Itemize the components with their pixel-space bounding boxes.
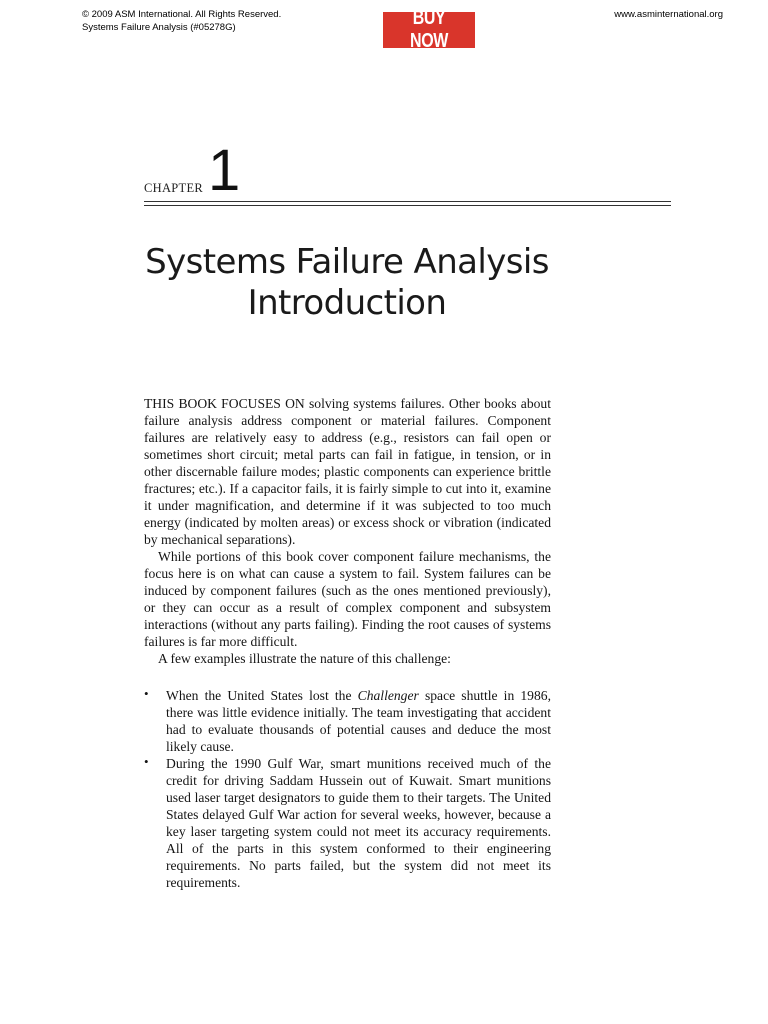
- body-text: [144, 395, 551, 891]
- paragraph-1-rest: solving systems failures. Other books about failure analysis address component or material failures. Component failures are relatively easy to address (e.g., resistors can fail open or sometimes short circuit; metal parts can fail in fatigue, in tension, or in other discernable failure modes; plastic components can experience brittle fractures; etc.). If a capacitor fails, it is fairly simple to cut into it, examine it under magnification, and determine if it was subjected to too much energy (indicated by molten areas) or excess shock or vibration (indicated by mechanical separations).: [144, 396, 552, 547]
- examples-list: [144, 687, 551, 891]
- chapter-rule-thin: [144, 205, 671, 206]
- buy-now-button[interactable]: [383, 7, 475, 52]
- bullet-1-emphasis: Challenger: [357, 688, 419, 703]
- list-item: [144, 687, 551, 755]
- chapter-title-line-2: Introduction: [247, 283, 447, 323]
- paragraph-2: While portions of this book cover component failure mechanisms, the focus here is on what can cause a system to fail. System failures can be induced by component failures (such as the ones mentioned previously), or they can occur as a result of complex component and subsystem interactions (without any parts failing). Finding the root causes of systems failures is far more difficult.: [144, 549, 551, 649]
- copyright-notice: © 2009 ASM International. All Rights Reserved.: [82, 9, 282, 20]
- paragraph-3: A few examples illustrate the nature of this challenge:: [158, 651, 451, 666]
- bullet-1-text-end: space shuttle in 1986, there was little evidence initially. The team investigating that accident had to evaluate thousands of potential causes and deduce the most likely cause.: [166, 688, 551, 754]
- chapter-number: 1: [208, 138, 241, 203]
- chapter-label: CHAPTER: [144, 181, 204, 195]
- paragraph-1: [144, 395, 551, 548]
- page-header-left: [82, 9, 281, 34]
- bullet-icon: •: [144, 686, 149, 701]
- list-item: [144, 755, 551, 891]
- buy-now-label: BUY NOW: [410, 7, 448, 52]
- bullet-2-text: During the 1990 Gulf War, smart munitions received much of the credit for driving Saddam Hussein out of Kuwait. Smart munitions used laser target designators to guide them to their targets. The United States delayed Gulf War action for several weeks, however, because a key laser targeting system could not meet its accuracy requirements. All of the parts in this system conformed to their engineering requirements. No parts failed, but the system did not meet its requirements.: [166, 756, 551, 890]
- paragraph-1-lead: THIS BOOK FOCUSES ON: [144, 396, 305, 411]
- chapter-rule-thick: [144, 201, 671, 202]
- book-reference: Systems Failure Analysis (#05278G): [82, 21, 236, 33]
- bullet-1-text-start: When the United States lost the: [166, 688, 358, 703]
- chapter-title: [140, 242, 554, 324]
- bullet-icon: •: [144, 754, 149, 769]
- chapter-title-line-1: Systems Failure Analysis: [145, 242, 549, 282]
- website-link[interactable]: www.asminternational.org: [614, 9, 723, 20]
